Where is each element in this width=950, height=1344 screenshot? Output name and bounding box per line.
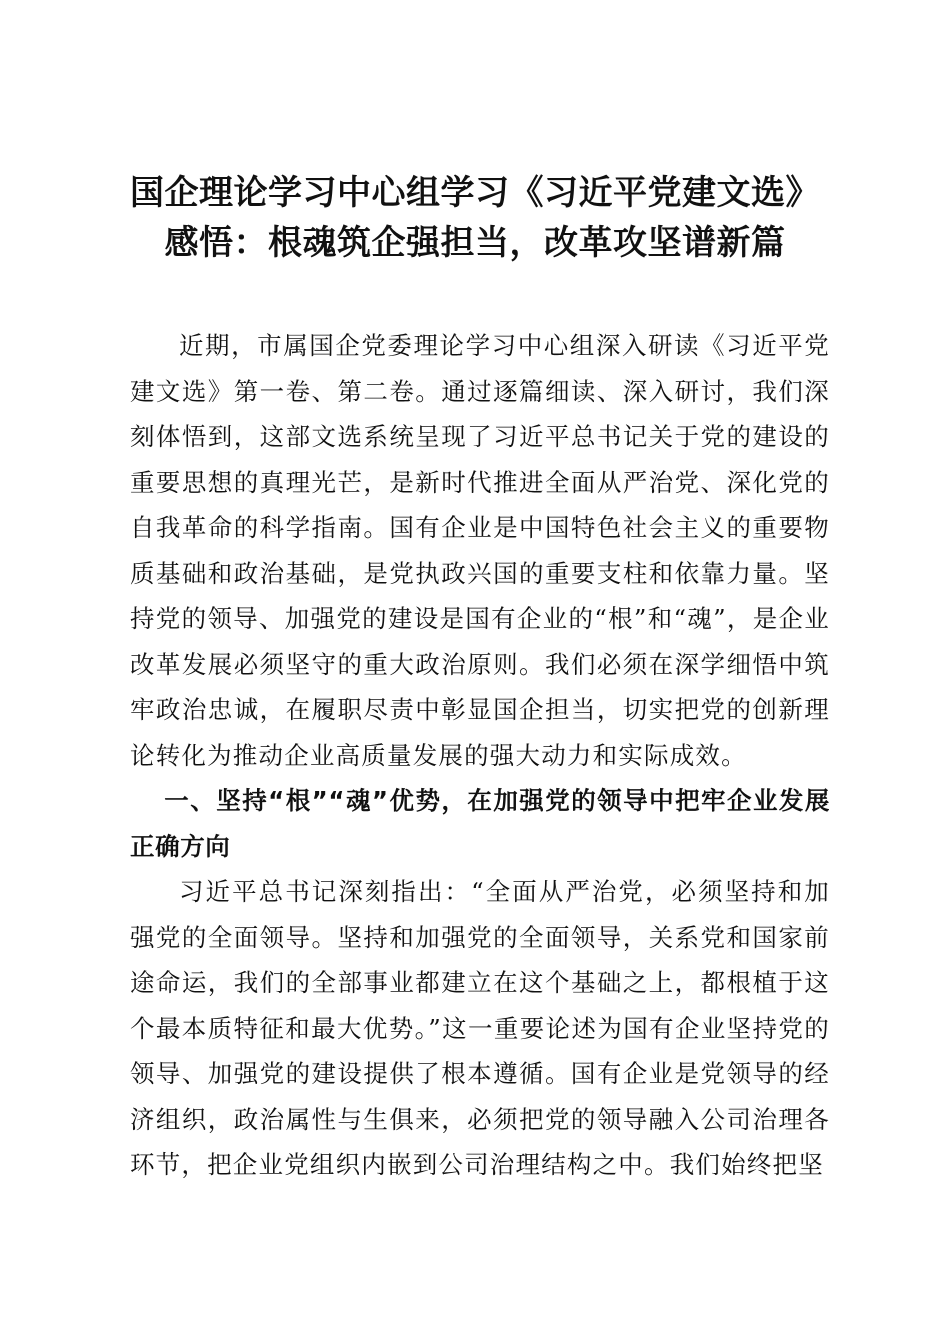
section-1-paragraph: 习近平总书记深刻指出：“全面从严治党，必须坚持和加强党的全面领导。坚持和加强党的全面领导，关系党和国家前途命运，我们的全部事业都建立在这个基础之上，都根植于这个最本质特征和最大优势。”这一重要论述为国有企业坚持党的领导、加强党的建设提供了根本遵循。国有企业是党领导的经济组织，政治属性与生俱来，必须把党的领导融入公司治理各环节，把企业党组织内嵌到公司治理结构之中。我们始终把坚 xyxy=(130,877,830,1179)
title-line-2: 感悟：根魂筑企强担当，改革攻坚谱新篇 xyxy=(164,223,786,263)
document-body xyxy=(130,323,830,1188)
title-line-1: 国企理论学习中心组学习《习近平党建文选》 xyxy=(130,173,820,213)
document-title xyxy=(120,168,830,268)
section-1-heading: 一、坚持“根”“魂”优势，在加强党的领导中把牢企业发展正确方向 xyxy=(130,786,830,861)
intro-paragraph: 近期，市属国企党委理论学习中心组深入研读《习近平党建文选》第一卷、第二卷。通过逐篇细读、深入研讨，我们深刻体悟到，这部文选系统呈现了习近平总书记关于党的建设的重要思想的真理光芒，是新时代推进全面从严治党、深化党的自我革命的科学指南。国有企业是中国特色社会主义的重要物质基础和政治基础，是党执政兴国的重要支柱和依靠力量。坚持党的领导、加强党的建设是国有企业的“根”和“魂”，是企业改革发展必须坚守的重大政治原则。我们必须在深学细悟中筑牢政治忠诚，在履职尽责中彰显国企担当，切实把党的创新理论转化为推动企业高质量发展的强大动力和实际成效。 xyxy=(130,331,830,770)
